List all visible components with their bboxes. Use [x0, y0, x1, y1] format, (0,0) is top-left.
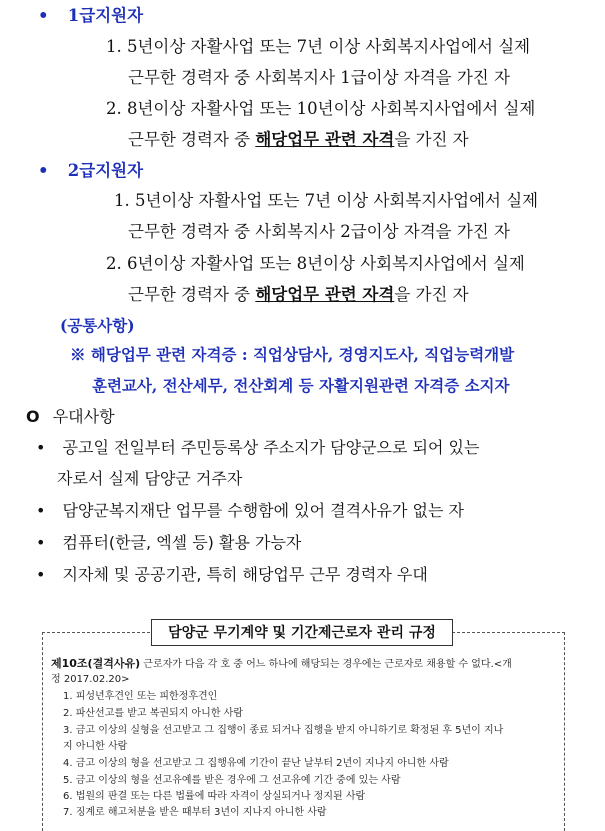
regulation-item: 5. 금고 이상의 형을 선고유예를 받은 경우에 그 선고유예 기간 중에 있는 사람 [63, 775, 401, 786]
grade1-item1-line2: 근무한 경력자 중 사회복지사 1급이상 자격을 가진 자 [128, 68, 510, 87]
regulation-intro-line2: 정 2017.02.20> [51, 674, 130, 685]
regulation-item: 3. 금고 이상의 실형을 선고받고 그 집행이 종료 되거나 집행을 받지 아니하기로 확정된 후 5년이 지나 [63, 725, 504, 736]
bullet-icon: • [38, 161, 49, 180]
grade2-item2-line1: 2. 6년이상 자활사업 또는 8년이상 사회복지사업에서 실제 [106, 254, 525, 273]
preference-item-text: 담양군복지재단 업무를 수행함에 있어 결격사유가 없는 자 [62, 501, 464, 520]
bullet-icon: • [36, 533, 46, 552]
grade1-item2-post: 을 가진 자 [394, 130, 469, 149]
preference-item-text: 컴퓨터(한글, 엑셀 등) 활용 가능자 [62, 533, 302, 552]
preference-heading: 우대사항 [52, 407, 115, 426]
preference-item-text: 지자체 및 공공기관, 특히 해당업무 근무 경력자 우대 [62, 565, 428, 584]
regulation-title: 담양군 무기계약 및 기간제근로자 관리 규정 [151, 619, 453, 646]
grade1-item2-line1: 2. 8년이상 자활사업 또는 10년이상 사회복지사업에서 실제 [106, 99, 536, 118]
grade2-heading-row [38, 159, 143, 183]
grade2-item1-line2: 근무한 경력자 중 사회복지사 2급이상 자격을 가진 자 [128, 222, 510, 241]
bullet-icon: • [36, 438, 46, 457]
grade2-item2-emphasis: 해당업무 관련 자격 [255, 285, 395, 304]
preference-item-1-cont: 자로서 실제 담양군 거주자 [57, 469, 243, 488]
regulation-item: 1. 피성년후견인 또는 피한정후견인 [63, 691, 218, 702]
preference-item-2 [36, 499, 464, 523]
preference-item-3 [36, 531, 301, 555]
common-note-line2: 훈련교사, 전산세무, 전산회계 등 자활지원관련 자격증 소지자 [92, 376, 510, 395]
preference-item-1 [36, 436, 479, 460]
bullet-icon: • [36, 501, 46, 520]
regulation-box [42, 625, 565, 831]
regulation-intro-text: 근로자가 다음 각 호 중 어느 하나에 해당되는 경우에는 근로자로 채용할 수 없다.<개 [140, 659, 512, 670]
preference-heading-row [26, 405, 115, 429]
grade2-item2-pre: 근무한 경력자 중 [128, 285, 256, 304]
bullet-icon: • [36, 565, 46, 584]
grade1-item2-emphasis: 해당업무 관련 자격 [255, 130, 395, 149]
regulation-intro [51, 657, 512, 672]
regulation-item: 7. 징계로 해고처분을 받은 때부터 3년이 지나지 아니한 사람 [63, 807, 327, 818]
grade1-heading-row [38, 4, 143, 28]
grade1-item2-line2 [128, 128, 469, 152]
preference-item-4 [36, 563, 428, 587]
grade2-item1-line1: 1. 5년이상 자활사업 또는 7년 이상 사회복지사업에서 실제 [114, 191, 539, 210]
regulation-item: 2. 파산선고를 받고 복권되지 아니한 사람 [63, 708, 243, 719]
grade2-heading: 2급지원자 [67, 161, 144, 180]
circle-marker-icon: O [26, 407, 40, 426]
grade1-item1-line1: 1. 5년이상 자활사업 또는 7년 이상 사회복지사업에서 실제 [106, 37, 531, 56]
grade1-item2-pre: 근무한 경력자 중 [128, 130, 256, 149]
grade1-heading: 1급지원자 [67, 6, 144, 25]
common-label: (공통사항) [60, 316, 135, 335]
preference-item-text: 공고일 전일부터 주민등록상 주소지가 담양군으로 되어 있는 [62, 438, 480, 457]
grade2-item2-post: 을 가진 자 [394, 285, 469, 304]
regulation-article: 제10조(결격사유) [51, 657, 141, 670]
grade2-item2-line2 [128, 283, 469, 307]
bullet-icon: • [38, 6, 49, 25]
regulation-item: 6. 법원의 판결 또는 다른 법률에 따라 자격이 상실되거나 정지된 사람 [63, 791, 366, 802]
regulation-item: 지 아니한 사람 [63, 741, 128, 752]
regulation-item: 4. 금고 이상의 형을 선고받고 그 집행유예 기간이 끝난 날부터 2년이 지나지 아니한 사람 [63, 758, 449, 769]
common-note-line1: ※ 해당업무 관련 자격증 : 직업상담사, 경영지도사, 직업능력개발 [70, 345, 515, 364]
